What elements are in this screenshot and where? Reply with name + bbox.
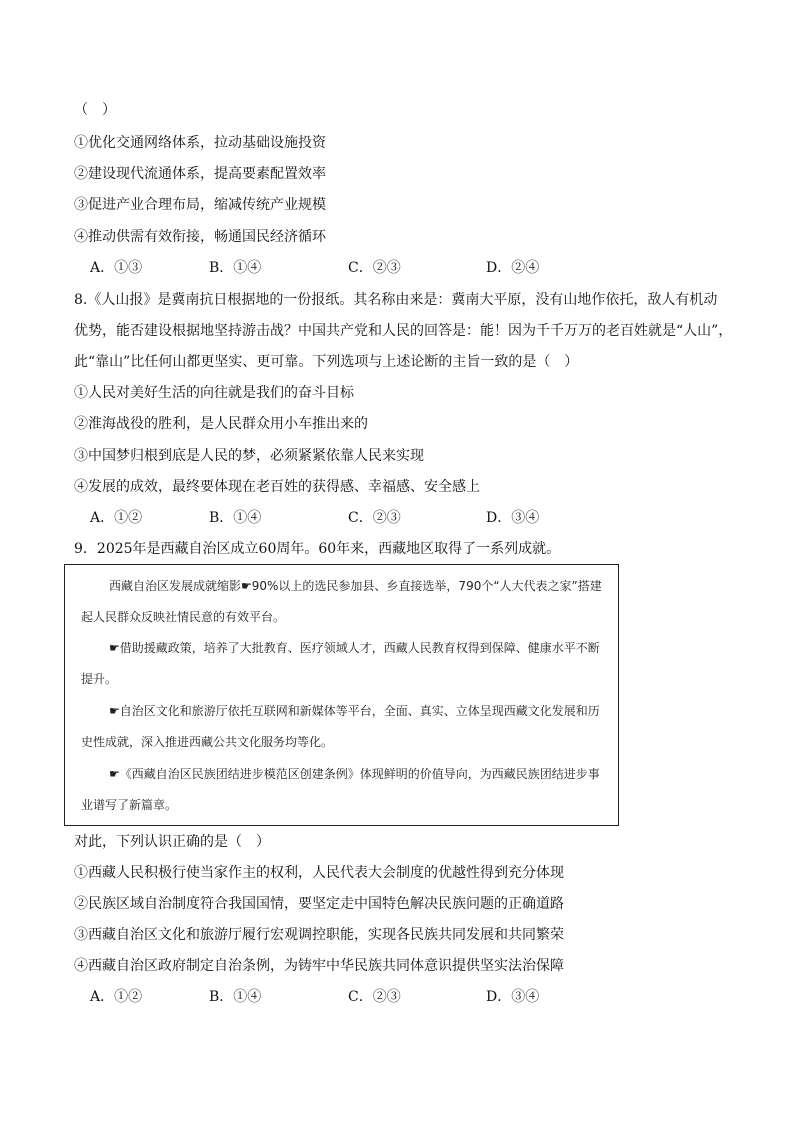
q7-item-3: ③促进产业合理布局，缩减传统产业规模 xyxy=(74,197,326,213)
q9-material-paragraph-1 xyxy=(81,571,606,633)
q9-option-b[interactable]: B．①④ xyxy=(209,989,262,1005)
q8-option-c[interactable]: C．②③ xyxy=(348,510,401,526)
q8-item-3: ③中国梦归根到底是人民的梦，必须紧紧依靠人民来实现 xyxy=(74,448,424,464)
q9-item-4: ④西藏自治区政府制定自治条例，为铸牢中华民族共同体意识提供坚实法治保障 xyxy=(74,958,564,974)
q9-option-a[interactable]: A．①② xyxy=(90,989,143,1005)
q9-material-text-2: ☛借助援藏政策，培养了大批教育、医疗领域人才，西藏人民教育权得到保障、健康水平不断提升。 xyxy=(81,641,600,686)
q7-option-d[interactable]: D．②④ xyxy=(486,260,540,276)
q7-item-4: ④推动供需有效衔接，畅通国民经济循环 xyxy=(74,229,326,245)
q7-item-1: ①优化交通网络体系，拉动基础设施投资 xyxy=(74,135,326,151)
q7-option-c[interactable]: C．②③ xyxy=(348,260,401,276)
q8-option-b[interactable]: B．①④ xyxy=(209,510,262,526)
q9-material-paragraph-4 xyxy=(81,759,606,821)
q7-option-a[interactable]: A．①③ xyxy=(90,260,143,276)
q8-stem-line-2: 优势，能否建设根据地坚持游击战？中国共产党和人民的回答是：能！因为千千万万的老百姓就是“人山”， xyxy=(74,323,733,339)
q8-option-a[interactable]: A．①② xyxy=(90,510,143,526)
q9-material-paragraph-2 xyxy=(81,633,606,695)
q9-item-1: ①西藏人民积极行使当家作主的权利，人民代表大会制度的优越性得到充分体现 xyxy=(74,865,564,881)
q9-material-box xyxy=(64,564,619,826)
q8-option-d[interactable]: D．③④ xyxy=(486,510,540,526)
q9-item-3: ③西藏自治区文化和旅游厅履行宏观调控职能，实现各民族共同发展和共同繁荣 xyxy=(74,927,564,943)
q7-item-2: ②建设现代流通体系，提高要素配置效率 xyxy=(74,166,326,182)
q9-material-text-3: ☛自治区文化和旅游厅依托互联网和新媒体等平台，全面、真实、立体呈现西藏文化发展和历史性成就，深入推进西藏公共文化服务均等化。 xyxy=(81,704,600,749)
q9-stem: 9．2025年是西藏自治区成立60周年。60年来，西藏地区取得了一系列成就。 xyxy=(74,541,561,557)
q9-material-text-4: ☛《西藏自治区民族团结进步模范区创建条例》体现鲜明的价值导向，为西藏民族团结进步事业谱写了新篇章。 xyxy=(81,767,600,812)
q8-stem-line-1: 8.《人山报》是冀南抗日根据地的一份报纸。其名称由来是：冀南大平原，没有山地作依托，敌人有机动 xyxy=(74,292,718,308)
q8-item-4: ④发展的成效，最终要体现在老百姓的获得感、幸福感、安全感上 xyxy=(74,479,480,495)
q7-option-b[interactable]: B．①④ xyxy=(209,260,262,276)
q9-material-paragraph-3 xyxy=(81,696,606,758)
q8-item-1: ①人民对美好生活的向往就是我们的奋斗目标 xyxy=(74,385,354,401)
q8-item-2: ②淮海战役的胜利，是人民群众用小车推出来的 xyxy=(74,416,368,432)
q9-item-2: ②民族区域自治制度符合我国国情，要坚定走中国特色解决民族问题的正确道路 xyxy=(74,896,564,912)
question-7-paren: （ ） xyxy=(74,102,116,118)
q9-option-c[interactable]: C．②③ xyxy=(348,989,401,1005)
q9-option-d[interactable]: D．③④ xyxy=(486,989,540,1005)
q9-question: 对此，下列认识正确的是（ ） xyxy=(74,834,270,850)
q8-stem-line-3: 此“靠山”比任何山都更坚实、更可靠。下列选项与上述论断的主旨一致的是（ ） xyxy=(74,354,579,370)
q9-material-text-1: 西藏自治区发展成就缩影☛90%以上的选民参加县、乡直接选举，790个“人大代表之家”搭建起人民群众反映社情民意的有效平台。 xyxy=(81,579,602,624)
